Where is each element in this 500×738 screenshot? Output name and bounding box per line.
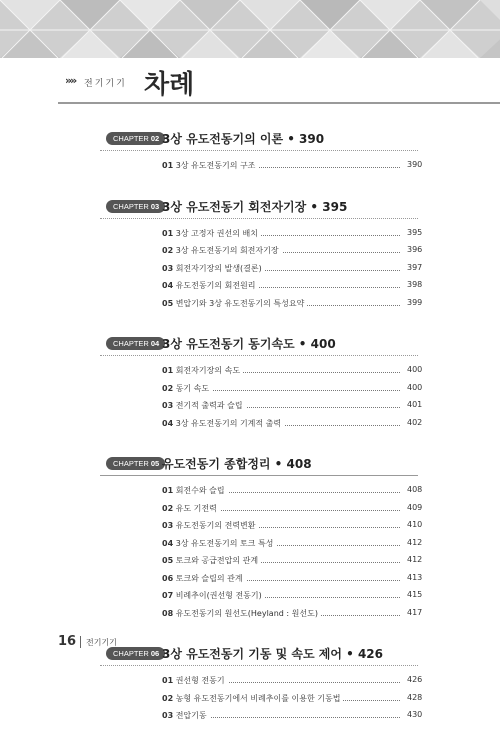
toc-entry-text: 비례추이(권선형 전동기) bbox=[175, 591, 262, 600]
toc-entry-text: 전기적 출력과 슬립 bbox=[175, 401, 243, 410]
toc-entry-text: 3상 유도전동기의 토크 특성 bbox=[175, 538, 274, 548]
toc-entry bbox=[0, 571, 500, 589]
toc-entry-page: 399 bbox=[404, 298, 422, 307]
toc-entry-number: 02 bbox=[162, 503, 174, 513]
footer-section-label: 전기기기 bbox=[86, 638, 117, 647]
toc-entry-text: 회전자기장의 발생(결론) bbox=[175, 263, 262, 273]
toc-entry-page: 398 bbox=[404, 280, 422, 289]
toc-entry-page: 396 bbox=[404, 245, 422, 254]
toc-entry-text: 전압기동 bbox=[175, 711, 207, 720]
toc-entry bbox=[0, 606, 500, 624]
toc-entry-number: 02 bbox=[162, 383, 174, 393]
chapter-divider bbox=[100, 150, 418, 151]
chapter-badge-label: CHAPTER bbox=[113, 459, 149, 468]
page-title: 차례 bbox=[144, 70, 195, 100]
chapter-section bbox=[0, 445, 500, 623]
toc-entry-label bbox=[162, 418, 284, 429]
toc-entry bbox=[0, 261, 500, 279]
toc-entry-page: 401 bbox=[404, 400, 422, 409]
toc-entry-text: 유도전동기의 원선도(Heyland : 원선도) bbox=[175, 608, 318, 618]
toc-entry-text: 권선형 전동기 bbox=[175, 676, 225, 685]
toc-entry-number: 04 bbox=[162, 281, 174, 290]
chapter-title: 3상 유도전동기 회전자기장 • 395 bbox=[162, 199, 348, 214]
toc-entry-text: 토크와 공급전압의 관계 bbox=[175, 556, 259, 565]
toc-entry-page: 395 bbox=[404, 228, 422, 237]
toc-entry-number: 08 bbox=[162, 608, 174, 618]
page-number: 16 bbox=[58, 634, 77, 649]
toc-entry-number: 04 bbox=[162, 538, 174, 548]
toc-entry-text: 토크와 슬립의 관계 bbox=[175, 573, 243, 583]
toc-entry-number: 01 bbox=[162, 161, 174, 170]
toc-entry-number: 06 bbox=[162, 573, 174, 583]
toc-entry-number: 05 bbox=[162, 556, 174, 565]
chapter-badge-number: 05 bbox=[150, 459, 160, 468]
chapter-badge bbox=[106, 457, 165, 470]
chapter-item-list bbox=[0, 667, 500, 726]
chapter-item-list bbox=[0, 152, 500, 176]
toc-entry bbox=[0, 363, 500, 381]
toc-entry bbox=[0, 278, 500, 296]
toc-entry-label bbox=[162, 590, 265, 601]
chapter-section bbox=[0, 188, 500, 314]
toc-entry-label bbox=[162, 228, 261, 239]
toc-entry-label bbox=[162, 298, 307, 309]
chapter-heading bbox=[0, 445, 500, 477]
chapter-section bbox=[0, 120, 500, 176]
toc-entry-text: 회전수와 슬립 bbox=[175, 486, 225, 495]
toc-entry-page: 415 bbox=[404, 590, 422, 599]
chapter-badge-label: CHAPTER bbox=[113, 649, 149, 658]
toc-entry bbox=[0, 416, 500, 434]
chapter-item-list bbox=[0, 220, 500, 314]
chapter-title: 3상 유도전동기의 이론 • 390 bbox=[162, 132, 325, 146]
section-label: 전기기기 bbox=[84, 79, 127, 89]
toc-entry-number: 03 bbox=[162, 521, 174, 530]
toc-entry bbox=[0, 483, 500, 501]
chapter-badge-number: 02 bbox=[150, 134, 160, 143]
toc-entry-page: 400 bbox=[404, 383, 422, 392]
toc-entry bbox=[0, 708, 500, 726]
geometric-pattern bbox=[0, 0, 500, 58]
toc-entry-number: 01 bbox=[162, 366, 174, 375]
toc-entry-label bbox=[162, 710, 210, 721]
toc-entry bbox=[0, 296, 500, 314]
toc-entry-page: 402 bbox=[404, 418, 422, 427]
toc-entry-page: 430 bbox=[404, 710, 422, 719]
toc-entry-text: 유도전동기의 회전원리 bbox=[175, 281, 256, 290]
chapter-badge-label: CHAPTER bbox=[113, 201, 149, 211]
toc-entry-number: 03 bbox=[162, 263, 174, 273]
toc-entry-number: 01 bbox=[162, 676, 174, 685]
toc-entry-label bbox=[162, 503, 220, 514]
footer-divider bbox=[80, 636, 81, 648]
toc-entry-text: 유도전동기의 전력변환 bbox=[175, 521, 256, 530]
chapter-title: 3상 유도전동기 동기속도 • 400 bbox=[162, 337, 336, 351]
toc-entry-number: 07 bbox=[162, 591, 174, 600]
toc-entry-text: 유도 기전력 bbox=[175, 503, 217, 513]
toc-entry-label bbox=[162, 245, 282, 256]
toc-entry-page: 412 bbox=[404, 538, 422, 547]
toc-entry-text: 농형 유도전동기에서 비례추이를 이용한 기동법 bbox=[175, 693, 341, 703]
toc-entry-page: 410 bbox=[404, 520, 422, 529]
chapter-heading bbox=[0, 120, 500, 152]
toc-entry-label bbox=[162, 485, 228, 496]
toc-entry-number: 03 bbox=[162, 711, 174, 720]
toc-entry-text: 3상 유도전동기의 기계적 출력 bbox=[175, 418, 282, 428]
page-header bbox=[0, 58, 500, 104]
toc-entry-label bbox=[162, 555, 261, 566]
toc-entry-page: 412 bbox=[404, 555, 422, 564]
toc-entry-text: 3상 고정자 권선의 배치 bbox=[175, 228, 258, 238]
chapter-heading bbox=[0, 188, 500, 220]
toc-entry-number: 01 bbox=[162, 486, 174, 495]
toc-entry bbox=[0, 398, 500, 416]
chapter-divider bbox=[100, 218, 418, 219]
chapter-badge bbox=[106, 647, 165, 660]
toc-entry-number: 03 bbox=[162, 401, 174, 410]
toc-entry-label bbox=[162, 573, 246, 584]
chapter-section bbox=[0, 325, 500, 433]
chapter-badge-label: CHAPTER bbox=[113, 134, 149, 143]
toc-entry-page: 417 bbox=[404, 608, 422, 617]
toc-entry-page: 428 bbox=[404, 693, 422, 702]
chapter-badge-number: 04 bbox=[150, 339, 160, 348]
chapter-divider bbox=[100, 475, 418, 476]
toc-entry-label bbox=[162, 608, 321, 619]
toc-entry-text: 3상 유도전동기의 회전자기장 bbox=[175, 246, 279, 255]
toc-entry-label bbox=[162, 693, 343, 704]
toc-entry-text: 동기 속도 bbox=[175, 383, 210, 393]
toc-entry-label bbox=[162, 365, 243, 376]
toc-entry bbox=[0, 536, 500, 554]
chapter-heading bbox=[0, 325, 500, 357]
toc-entry bbox=[0, 691, 500, 709]
toc-entry-number: 04 bbox=[162, 418, 174, 428]
toc-entry-text: 3상 유도전동기의 구조 bbox=[175, 161, 256, 170]
chapter-badge-label: CHAPTER bbox=[113, 339, 149, 348]
toc-entry bbox=[0, 226, 500, 244]
toc-entry-label bbox=[162, 280, 259, 291]
toc-entry-label bbox=[162, 383, 212, 394]
chapter-title: 유도전동기 종합정리 • 408 bbox=[162, 457, 312, 471]
toc-entry bbox=[0, 243, 500, 261]
toc-entry-label bbox=[162, 400, 246, 411]
toc-entry-label bbox=[162, 675, 228, 686]
toc-entry-page: 409 bbox=[404, 503, 422, 512]
toc-entry-number: 02 bbox=[162, 693, 174, 703]
toc-entry-label bbox=[162, 520, 259, 531]
chapter-divider bbox=[100, 665, 418, 666]
chapter-item-list bbox=[0, 357, 500, 433]
toc-entry-text: 변압기와 3상 유도전동기의 특성요약 bbox=[175, 298, 305, 308]
chapter-badge bbox=[106, 132, 165, 145]
toc-entry-label bbox=[162, 263, 265, 274]
toc-entry-page: 390 bbox=[404, 160, 422, 169]
toc-entry bbox=[0, 501, 500, 519]
toc-entry bbox=[0, 588, 500, 606]
chapter-title: 3상 유도전동기 기동 및 속도 제어 • 426 bbox=[162, 647, 384, 661]
toc-entry bbox=[0, 518, 500, 536]
toc-entry-number: 01 bbox=[162, 228, 174, 238]
chapter-badge-number: 03 bbox=[150, 201, 160, 211]
toc-entry-page: 408 bbox=[404, 485, 422, 494]
chapter-badge bbox=[106, 200, 165, 213]
double-chevron-icon: »» bbox=[65, 74, 76, 87]
toc-entry-number: 05 bbox=[162, 298, 174, 308]
chapter-badge-number: 06 bbox=[150, 649, 160, 658]
toc-entry bbox=[0, 158, 500, 176]
toc-entry bbox=[0, 381, 500, 399]
toc-entry-text: 회전자기장의 속도 bbox=[175, 366, 241, 375]
toc-entry-page: 413 bbox=[404, 573, 422, 582]
toc-entry-page: 397 bbox=[404, 263, 422, 272]
toc-entry-label bbox=[162, 160, 258, 171]
toc-entry-page: 400 bbox=[404, 365, 422, 374]
title-divider bbox=[58, 102, 500, 104]
toc-entry-label bbox=[162, 538, 276, 549]
toc-entry bbox=[0, 673, 500, 691]
toc-entry-page: 426 bbox=[404, 675, 422, 684]
chapter-divider bbox=[100, 355, 418, 356]
chapter-item-list bbox=[0, 477, 500, 623]
toc-entry-number: 02 bbox=[162, 246, 174, 255]
toc-entry bbox=[0, 553, 500, 571]
chapter-badge bbox=[106, 337, 165, 350]
header-banner bbox=[0, 0, 500, 58]
